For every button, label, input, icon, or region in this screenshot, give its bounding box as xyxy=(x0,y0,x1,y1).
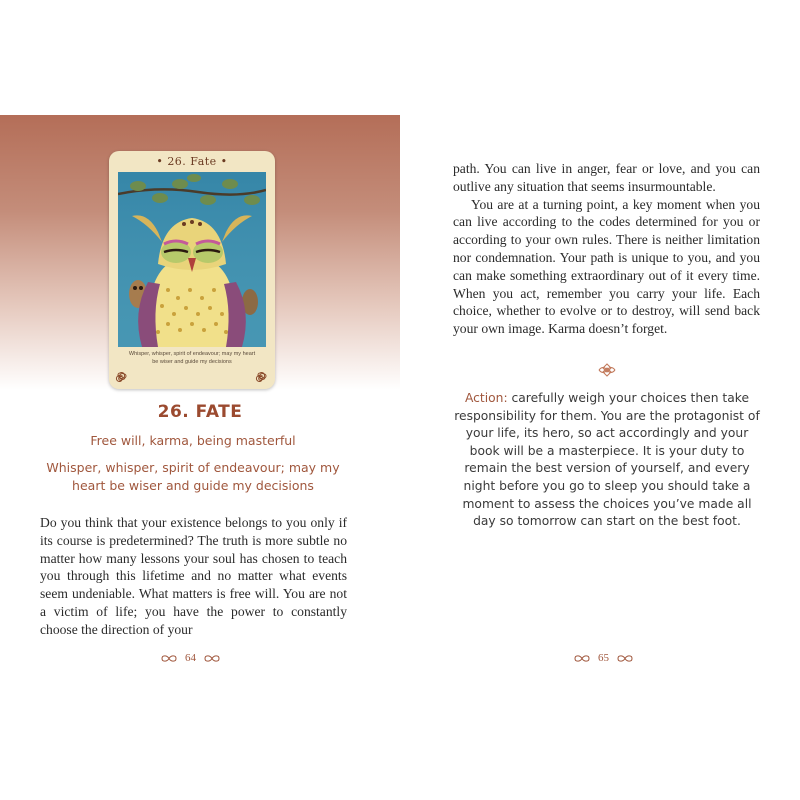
infinity-ornament-icon xyxy=(203,654,221,663)
celtic-knot-icon xyxy=(597,362,617,378)
card-caption: Whisper, whisper, spirit of endeavour; may my heart be wiser and guide my decisions xyxy=(128,351,256,365)
infinity-ornament-icon xyxy=(573,654,591,663)
card-invocation: Whisper, whisper, spirit of endeavour; may my heart be wiser and guide my decisions xyxy=(46,460,340,493)
action-label: Action: xyxy=(464,391,508,405)
triple-spiral-icon xyxy=(255,369,269,383)
left-folio xyxy=(160,652,221,664)
page-number: 64 xyxy=(185,652,196,664)
card-heading: 26. FATE xyxy=(157,402,243,422)
infinity-ornament-icon xyxy=(160,654,178,663)
card-title: • 26. Fate • xyxy=(156,155,228,168)
page-number: 65 xyxy=(598,652,609,664)
action-block xyxy=(452,390,762,531)
left-body-text xyxy=(40,514,347,639)
right-folio xyxy=(573,652,634,664)
owl-illustration xyxy=(118,172,266,347)
infinity-ornament-icon xyxy=(616,654,634,663)
action-text: carefully weigh your choices then take responsibility for them. You are the protagonist of your life, its hero, so act accordingly and your book will be a masterpiece. It is your duty to remain the best version of yourself, and every night before you go to sleep you should take a moment to assess the choices you’ve made all day so tomorrow can start on the best foot. xyxy=(454,391,760,529)
oracle-card xyxy=(109,151,275,389)
right-body-text xyxy=(453,160,760,338)
triple-spiral-icon xyxy=(115,369,129,383)
right-paragraph-2: You are at a turning point, a key moment when you can live according to the codes determined for you or according to your own rules. There is neither limitation nor condemnation. Your path is unique to you, and you can make something extraordinary out of it every time. When you act, remember you carry your life. Each choice, whether to evolve or to destroy, will send back your own image. Karma doesn’t forget. xyxy=(453,196,760,337)
left-paragraph: Do you think that your existence belongs to you only if its course is predetermined? The truth is more subtle no matter how many lessons your soul has chosen to teach you through this lifetime and no matter what events seem undeniable. What matters is free will. You are not a victim of life; you have the power to constantly choose the direction of your xyxy=(40,515,347,637)
card-keywords: Free will, karma, being masterful xyxy=(90,433,296,448)
right-paragraph-1: path. You can live in anger, fear or love, and you can outlive any situation that seems insurmountable. xyxy=(453,161,760,194)
